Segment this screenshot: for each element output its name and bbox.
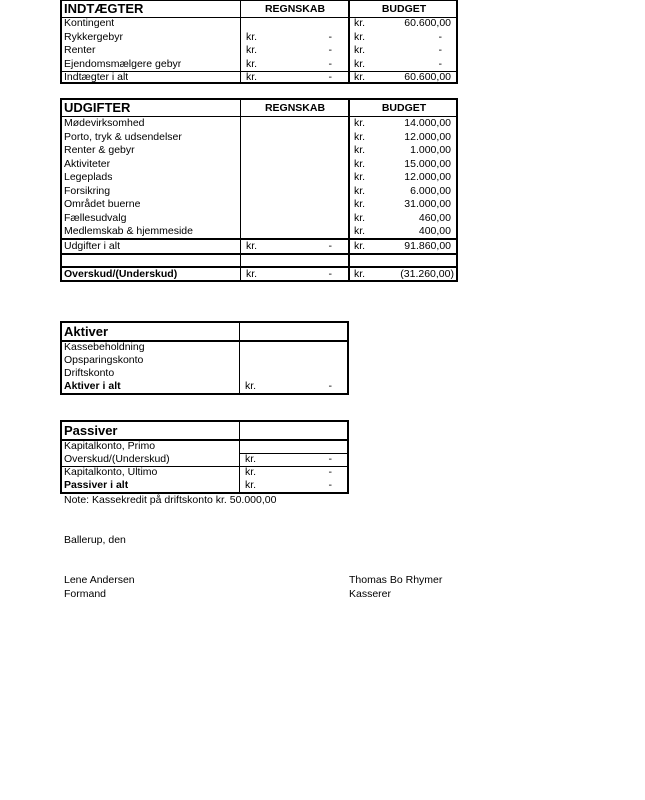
expense-budget-kr: kr.	[354, 211, 366, 224]
income-total-regnskab-value: -	[328, 71, 332, 83]
expense-label: Fællesudvalg	[64, 211, 127, 224]
expense-budget-kr: kr.	[354, 130, 366, 143]
income-regnskab-kr: kr.	[246, 57, 258, 70]
assets-title: Aktiver	[64, 324, 109, 339]
income-budget-value: -	[438, 44, 442, 56]
assets-row-label: Kassebeholdning	[64, 341, 145, 353]
assets-row	[62, 354, 347, 368]
signature-left-name: Lene Andersen	[64, 574, 135, 586]
expense-budget-kr: kr.	[354, 184, 366, 197]
income-budget-value: -	[438, 57, 442, 70]
income-row	[62, 17, 456, 31]
liabilities-row-value: -	[328, 453, 332, 465]
signature-right-name: Thomas Bo Rhymer	[349, 574, 443, 586]
assets-row-label: Driftskonto	[64, 367, 115, 379]
expenses-total-regnskab-kr: kr.	[246, 239, 258, 252]
income-budget-kr: kr.	[354, 44, 366, 56]
income-row-label: Renter	[64, 44, 96, 56]
expense-budget-value: 14.000,00	[404, 117, 451, 129]
liabilities-row-label: Overskud/(Underskud)	[64, 453, 170, 465]
income-regnskab-value: -	[328, 57, 332, 70]
liabilities-row	[62, 440, 347, 454]
income-header-row	[62, 1, 456, 17]
expense-budget-kr: kr.	[354, 157, 366, 170]
liabilities-total-value: -	[328, 479, 332, 491]
expense-budget-kr: kr.	[354, 171, 366, 183]
income-row	[62, 44, 456, 58]
expenses-regnskab-header: REGNSKAB	[264, 102, 326, 114]
expense-budget-kr: kr.	[354, 225, 366, 237]
expense-label: Mødevirksomhed	[64, 117, 145, 129]
liabilities-table	[60, 420, 349, 494]
income-regnskab-kr: kr.	[246, 44, 258, 56]
expense-budget-value: 15.000,00	[404, 157, 451, 170]
assets-total-label: Aktiver i alt	[64, 380, 121, 392]
result-label: Overskud/(Underskud)	[64, 267, 178, 280]
signature-left-role: Formand	[64, 588, 107, 600]
expenses-budget-header: BUDGET	[381, 102, 427, 114]
income-row	[62, 58, 456, 72]
liabilities-row	[62, 453, 347, 467]
expenses-total-budget-kr: kr.	[354, 239, 366, 252]
income-title: INDTÆGTER	[64, 1, 144, 16]
expense-label: Medlemskab & hjemmeside	[64, 225, 193, 237]
expense-budget-value: 400,00	[418, 225, 451, 237]
note-text: Note: Kassekredit på driftskonto kr. 50.000,00	[64, 494, 277, 506]
expenses-header-row	[62, 100, 456, 116]
signature-right-role: Kasserer	[349, 588, 392, 600]
income-regnskab-value: -	[328, 44, 332, 56]
expense-label: Legeplads	[64, 171, 113, 183]
expenses-total-label: Udgifter i alt	[64, 239, 121, 252]
income-budget-kr: kr.	[354, 17, 366, 29]
income-budget-kr: kr.	[354, 57, 366, 70]
liabilities-title: Passiver	[64, 423, 118, 438]
income-total-budget-value: 60.600,00	[404, 71, 451, 83]
expense-row	[62, 171, 456, 185]
expenses-total-regnskab-value: -	[328, 239, 332, 252]
liabilities-row-kr: kr.	[245, 453, 257, 465]
assets-total-value: -	[328, 380, 332, 392]
income-total-budget-kr: kr.	[354, 71, 366, 83]
liabilities-total-row	[62, 479, 347, 493]
income-regnskab-header: REGNSKAB	[264, 3, 326, 15]
income-row-label: Ejendomsmælgere gebyr	[64, 57, 182, 70]
assets-header-row	[62, 323, 347, 340]
liabilities-row-value: -	[328, 466, 332, 478]
expense-label: Renter & gebyr	[64, 144, 135, 156]
income-row-label: Kontingent	[64, 17, 115, 29]
expense-budget-kr: kr.	[354, 198, 366, 210]
liabilities-total-kr: kr.	[245, 479, 257, 491]
place-date: Ballerup, den	[64, 534, 126, 546]
expense-row	[62, 185, 456, 199]
result-row	[62, 268, 456, 282]
expense-row	[62, 225, 456, 239]
expense-row	[62, 131, 456, 145]
expense-row	[62, 198, 456, 212]
expenses-title: UDGIFTER	[64, 100, 131, 115]
assets-total-kr: kr.	[245, 380, 257, 392]
expense-budget-value: 31.000,00	[404, 198, 451, 210]
liabilities-row-label: Kapitalkonto, Ultimo	[64, 466, 158, 478]
expenses-table	[60, 98, 458, 282]
liabilities-row-label: Kapitalkonto, Primo	[64, 440, 156, 452]
result-budget-value: (31.260,00)	[400, 267, 454, 280]
liabilities-row-kr: kr.	[245, 466, 257, 478]
expense-label: Aktiviteter	[64, 157, 111, 170]
income-budget-value: 60.600,00	[404, 17, 451, 29]
expense-budget-kr: kr.	[354, 144, 366, 156]
income-total-row	[62, 71, 456, 85]
expense-budget-value: 6.000,00	[410, 184, 451, 197]
expense-label: Forsikring	[64, 184, 111, 197]
assets-row	[62, 341, 347, 355]
liabilities-total-label: Passiver i alt	[64, 479, 129, 491]
income-budget-header: BUDGET	[381, 3, 427, 15]
expense-label: Porto, tryk & udsendelser	[64, 130, 182, 143]
assets-total-row	[62, 380, 347, 394]
income-total-label: Indtægter i alt	[64, 71, 129, 83]
expense-budget-value: 1.000,00	[410, 144, 451, 156]
result-regnskab-value: -	[328, 267, 332, 280]
assets-table	[60, 321, 349, 395]
expense-budget-value: 12.000,00	[404, 171, 451, 183]
income-budget-value: -	[438, 30, 442, 43]
income-regnskab-kr: kr.	[246, 30, 258, 43]
expense-row	[62, 144, 456, 158]
income-budget-kr: kr.	[354, 30, 366, 43]
assets-row-label: Opsparingskonto	[64, 354, 144, 366]
expense-budget-value: 12.000,00	[404, 130, 451, 143]
income-regnskab-value: -	[328, 30, 332, 43]
result-budget-kr: kr.	[354, 267, 366, 280]
expense-row	[62, 117, 456, 131]
assets-row	[62, 367, 347, 381]
income-table	[60, 0, 458, 84]
expense-row	[62, 212, 456, 226]
income-row-label: Rykkergebyr	[64, 30, 123, 43]
income-row	[62, 31, 456, 45]
liabilities-row	[62, 466, 347, 480]
expense-row	[62, 158, 456, 172]
liabilities-header-row	[62, 422, 347, 439]
income-total-regnskab-kr: kr.	[246, 71, 258, 83]
expenses-total-row	[62, 240, 456, 254]
expenses-total-budget-value: 91.860,00	[404, 239, 451, 252]
expense-budget-kr: kr.	[354, 117, 366, 129]
result-regnskab-kr: kr.	[246, 267, 258, 280]
expense-label: Området buerne	[64, 198, 141, 210]
expense-budget-value: 460,00	[418, 211, 451, 224]
